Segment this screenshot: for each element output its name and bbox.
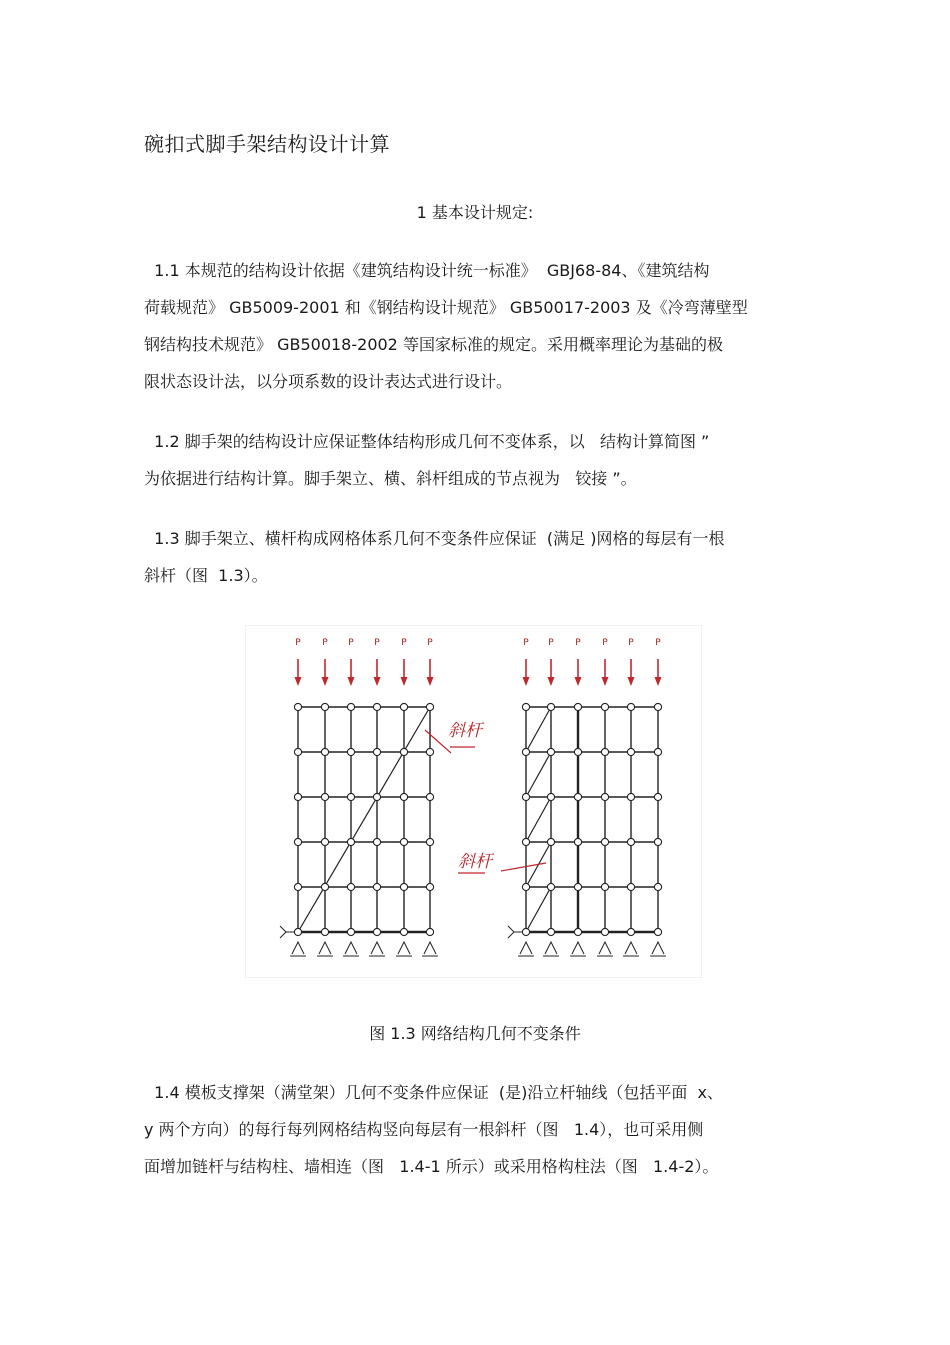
grid-node — [347, 793, 354, 800]
load-mark: P — [427, 638, 433, 648]
grid-node — [347, 748, 354, 755]
grid-node — [574, 748, 581, 755]
grid-node — [426, 928, 433, 935]
grid-node — [522, 838, 529, 845]
grid-node — [522, 928, 529, 935]
grid-node — [321, 928, 328, 935]
grid-node — [601, 703, 608, 710]
grid-node — [574, 703, 581, 710]
paragraph-1-1 — [144, 252, 804, 400]
load-mark: P — [602, 638, 608, 648]
grid-node — [627, 703, 634, 710]
grid-node — [547, 748, 554, 755]
grid-node — [347, 883, 354, 890]
load-mark: P — [322, 638, 328, 648]
text-line: 斜杆（图 1.3）。 — [144, 566, 268, 585]
grid-node — [654, 883, 661, 890]
grid-node — [654, 703, 661, 710]
grid-node — [373, 838, 380, 845]
grid-node — [294, 928, 301, 935]
paragraph-1-3 — [144, 520, 804, 594]
grid-node — [601, 793, 608, 800]
grid-node — [522, 793, 529, 800]
grid-node — [574, 883, 581, 890]
grid-node — [547, 793, 554, 800]
grid-node — [654, 928, 661, 935]
grid-node — [347, 928, 354, 935]
load-mark: P — [628, 638, 634, 648]
text-line: 钢结构技术规范》 GB50018-2002 等国家标准的规定。采用概率理论为基础的极 — [144, 335, 723, 354]
load-mark: P — [374, 638, 380, 648]
grid-node — [601, 883, 608, 890]
grid-node — [627, 748, 634, 755]
paragraph-1-4 — [144, 1074, 804, 1185]
load-mark: P — [523, 638, 529, 648]
text-line: 为依据进行结构计算。脚手架立、横、斜杆组成的节点视为 铰接 ”。 — [144, 469, 637, 488]
grid-node — [400, 748, 407, 755]
grid-node — [400, 928, 407, 935]
grid-node — [426, 703, 433, 710]
grid-node — [547, 928, 554, 935]
grid-node — [294, 838, 301, 845]
load-mark: P — [401, 638, 407, 648]
grid-node — [627, 793, 634, 800]
grid-node — [601, 838, 608, 845]
grid-node — [522, 883, 529, 890]
load-mark: P — [348, 638, 354, 648]
load-mark: P — [548, 638, 554, 648]
grid-node — [294, 883, 301, 890]
grid-node — [321, 793, 328, 800]
text-line: y 两个方向）的每行每列网格结构竖向每层有一根斜杆（图 1.4），也可采用侧 — [144, 1120, 704, 1139]
grid-node — [373, 793, 380, 800]
grid-node — [321, 748, 328, 755]
grid-node — [547, 883, 554, 890]
grid-node — [601, 928, 608, 935]
grid-node — [574, 928, 581, 935]
grid-node — [522, 748, 529, 755]
text-line: 1.4 模板支撑架（满堂架）几何不变条件应保证 (是)沿立杆轴线（包括平面 x、 — [144, 1083, 724, 1102]
page-title: 碗扣式脚手架结构设计计算 — [144, 132, 390, 156]
grid-node — [627, 928, 634, 935]
grid-node — [321, 703, 328, 710]
text-line: 1.3 脚手架立、横杆构成网格体系几何不变条件应保证 (满足 )网格的每层有一根 — [144, 529, 725, 548]
grid-node — [400, 883, 407, 890]
grid-node — [547, 703, 554, 710]
text-line: 限状态设计法，以分项系数的设计表达式进行设计。 — [144, 372, 513, 391]
grid-node — [400, 838, 407, 845]
grid-node — [426, 793, 433, 800]
grid-node — [373, 928, 380, 935]
text-line: 面增加链杆与结构柱、墙相连（图 1.4-1 所示）或采用格构柱法（图 1.4-2）。 — [144, 1157, 719, 1176]
grid-node — [574, 838, 581, 845]
grid-node — [400, 793, 407, 800]
grid-node — [400, 703, 407, 710]
grid-node — [547, 838, 554, 845]
load-mark: P — [575, 638, 581, 648]
brace-label: 斜杆 — [448, 721, 482, 741]
paragraph-1-2 — [144, 423, 804, 497]
grid-node — [654, 838, 661, 845]
grid-node — [426, 748, 433, 755]
grid-node — [654, 748, 661, 755]
brace-label: 斜杆 — [458, 852, 492, 872]
grid-node — [373, 703, 380, 710]
section-heading: 1 基本设计规定: — [416, 203, 534, 222]
scaffold-grid-figure — [245, 625, 702, 978]
grid-node — [373, 883, 380, 890]
load-mark: P — [295, 638, 301, 648]
text-line: 1.2 脚手架的结构设计应保证整体结构形成几何不变体系，以 结构计算简图 ” — [144, 432, 710, 451]
grid-node — [426, 883, 433, 890]
grid-node — [321, 838, 328, 845]
grid-node — [294, 748, 301, 755]
grid-node — [654, 793, 661, 800]
grid-node — [294, 793, 301, 800]
grid-node — [426, 838, 433, 845]
grid-node — [373, 748, 380, 755]
grid-node — [321, 883, 328, 890]
grid-node — [522, 703, 529, 710]
grid-node — [627, 883, 634, 890]
figure-caption: 图 1.3 网络结构几何不变条件 — [369, 1024, 581, 1043]
grid-node — [601, 748, 608, 755]
grid-node — [294, 703, 301, 710]
text-line: 1.1 本规范的结构设计依据《建筑结构设计统一标准》 GBJ68-84、《建筑结构 — [144, 261, 710, 280]
grid-node — [347, 703, 354, 710]
text-line: 荷载规范》 GB5009-2001 和《钢结构设计规范》 GB50017-2003 及《冷弯薄壁型 — [144, 298, 748, 317]
grid-node — [347, 838, 354, 845]
load-mark: P — [655, 638, 661, 648]
grid-node — [627, 838, 634, 845]
grid-node — [574, 793, 581, 800]
